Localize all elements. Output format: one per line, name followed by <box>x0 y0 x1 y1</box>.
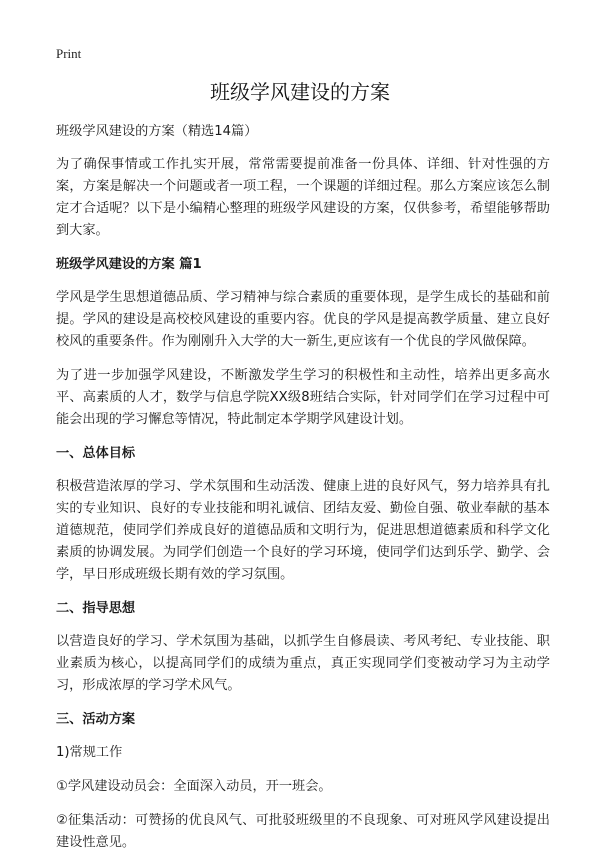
document-body <box>56 121 550 866</box>
paragraph-guiding-idea: 以营造良好的学习、学术氛围为基础，以抓学生自修晨读、考风考纪、专业技能、职业素质为核心，以提高同学们的成绩为重点，真正实现同学们变被动学习为主动学习，形成浓厚的学习学术风气。 <box>56 634 550 693</box>
list-item-routine-work: 1)常规工作 <box>56 745 123 760</box>
intro-paragraph: 为了确保事情或工作扎实开展，常常需要提前准备一份具体、详细、针对性强的方案，方案是解决一个问题或者一项工程，一个课题的详细过程。那么方案应该怎么制定才合适呢？以下是小编精心整理的班级学风建设的方案，仅供参考，希望能够帮助到大家。 <box>56 157 550 238</box>
heading-activity-plan: 三、活动方案 <box>56 712 136 727</box>
document-subtitle: 班级学风建设的方案（精选14篇） <box>56 124 258 139</box>
paragraph-overall-goal: 积极营造浓厚的学习、学术氛围和生动活泼、健康上进的良好风气，努力培养具有扎实的专业知识、良好的专业技能和明礼诚信、团结友爱、勤俭自强、敬业奉献的基本道德规范，使同学们养成良好的道德品质和文明行为，促进思想道德素质和科学文化素质的协调发展。为同学们创造一个良好的学习环境，使同学们达到乐学、勤学、会学，早日形成班级长期有效的学习氛围。 <box>56 479 550 582</box>
list-item-collection-activity: ②征集活动：可赞扬的优良风气、可批驳班级里的不良现象、可对班风学风建设提出建设性意见。 <box>56 813 550 850</box>
paragraph-plan-purpose: 为了进一步加强学风建设，不断激发学生学习的积极性和主动性，培养出更多高水平、高素质的人才，数学与信息学院XX级8班结合实际，针对同学们在学习过程中可能会出现的学习懈怠等情况，特此制定本学期学风建设计划。 <box>56 368 550 427</box>
section-heading: 班级学风建设的方案 篇1 <box>56 257 202 272</box>
heading-guiding-idea: 二、指导思想 <box>56 601 136 616</box>
print-link[interactable]: Print <box>56 46 82 61</box>
list-item-mobilization-meeting: ①学风建设动员会：全面深入动员，开一班会。 <box>56 779 332 794</box>
document-title: 班级学风建设的方案 <box>210 80 390 104</box>
heading-overall-goal: 一、总体目标 <box>56 446 136 461</box>
paragraph-study-style: 学风是学生思想道德品质、学习精神与综合素质的重要体现，是学生成长的基础和前提。学风的建设是高校校风建设的重要内容。优良的学风是提高教学质量、建立良好校风的重要条件。作为刚刚升入大学的大一新生,更应该有一个优良的学风做保障。 <box>56 290 550 349</box>
